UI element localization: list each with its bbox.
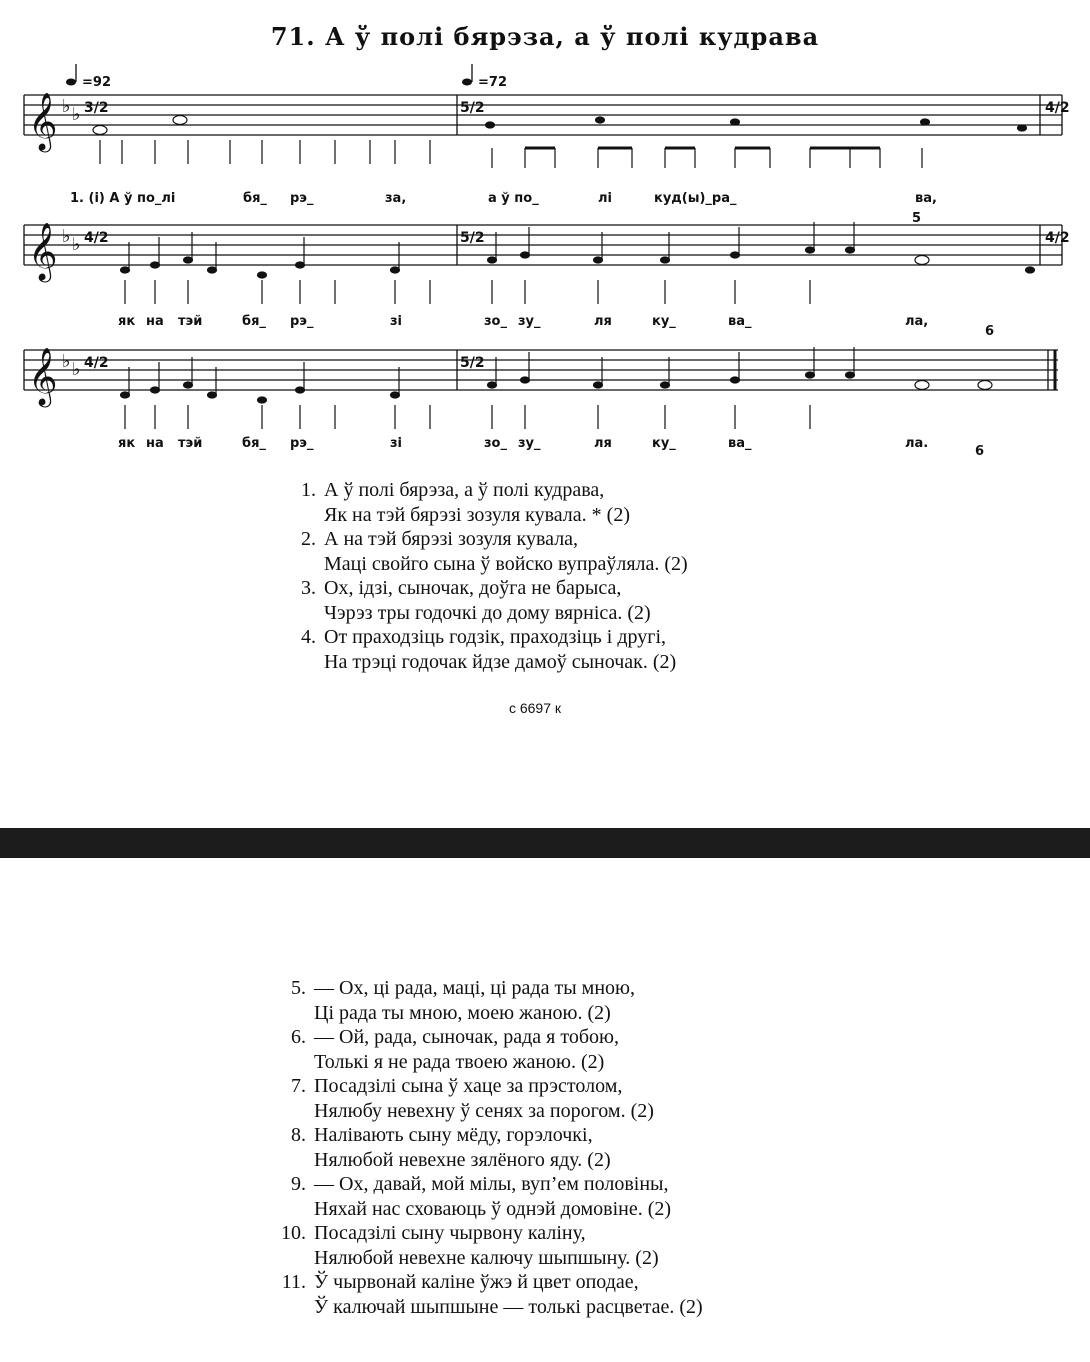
svg-text:4/2: 4/2	[84, 355, 109, 371]
svg-text:рэ_: рэ_	[290, 436, 314, 451]
svg-text:5/2: 5/2	[460, 100, 485, 116]
svg-text:1. (і) А ў по_лі: 1. (і) А ў по_лі	[70, 191, 176, 206]
svg-text:ва_: ва_	[728, 436, 752, 451]
svg-text:за,: за,	[385, 191, 407, 206]
svg-text:♭: ♭	[72, 234, 81, 255]
svg-text:ку_: ку_	[652, 314, 676, 329]
lyrics-system-2	[118, 314, 928, 329]
svg-text:тэй: тэй	[178, 314, 203, 329]
fermata-number: 5	[912, 211, 922, 226]
lyrics-system-3	[118, 436, 928, 451]
treble-clef-icon: 𝄞	[28, 92, 58, 150]
verses-block-1	[290, 478, 688, 674]
svg-text:як: як	[118, 436, 136, 451]
svg-text:ва,: ва,	[915, 191, 937, 206]
svg-text:бя_: бя_	[243, 191, 267, 206]
staff-system-2	[24, 225, 1062, 265]
svg-text:як: як	[118, 314, 136, 329]
tempo-marking-1	[66, 64, 111, 90]
svg-text:а ў по_: а ў по_	[488, 191, 539, 206]
svg-text:на: на	[146, 436, 164, 451]
svg-text:ля: ля	[594, 436, 612, 451]
tempo-marking-2	[462, 64, 507, 90]
svg-text:на: на	[146, 314, 164, 329]
svg-text:=72: =72	[478, 75, 507, 90]
catalog-reference: с 6697 к	[508, 700, 562, 716]
staff-system-3	[24, 350, 1058, 390]
treble-clef-icon: 𝄞	[28, 347, 58, 405]
svg-text:ля: ля	[594, 314, 612, 329]
svg-text:бя_: бя_	[242, 436, 266, 451]
svg-text:5/2: 5/2	[460, 355, 485, 371]
verse: 8. Налівають сыну мёду, горэлочкі, Нялюбой невехне зялёного яду. (2)	[291, 1124, 611, 1171]
verse: 7. Посадзілі сына ў хаце за прэстолом, Нялюбу невехну ў сенях за порогом. (2)	[291, 1075, 654, 1122]
treble-clef-icon: 𝄞	[28, 222, 58, 280]
svg-text:4/2: 4/2	[84, 230, 109, 246]
svg-text:♭: ♭	[62, 351, 71, 372]
fermata-number: 6	[985, 324, 995, 339]
svg-text:4/2: 4/2	[1045, 230, 1070, 246]
svg-text:тэй: тэй	[178, 436, 203, 451]
svg-text:5/2: 5/2	[460, 230, 485, 246]
svg-text:ва_: ва_	[728, 314, 752, 329]
page-separator	[0, 828, 1090, 858]
svg-text:ла,: ла,	[905, 314, 929, 329]
svg-text:рэ_: рэ_	[290, 191, 314, 206]
verse: 3. Ох, ідзі, сыночак, доўга не барыса, Чэрэз тры годочкі до дому вярніса. (2)	[301, 577, 651, 624]
notes-system-1	[93, 116, 1027, 169]
svg-text:4/2: 4/2	[1045, 100, 1070, 116]
verse: 9. — Ох, давай, мой мілы, вуп’ем половіны, Няхай нас сховаюць ў однэй домовіне. (2)	[291, 1173, 672, 1220]
svg-text:зі: зі	[390, 436, 403, 451]
svg-text:зо_: зо_	[484, 314, 507, 329]
svg-text:♭: ♭	[72, 104, 81, 125]
verse: 10. Посадзілі сыну чырвону каліну, Нялюбой невехне калючу шыпшыну. (2)	[281, 1222, 659, 1269]
verse: 6. — Ой, рада, сыночак, рада я тобою, Толькі я не рада твоею жаною. (2)	[291, 1026, 619, 1073]
svg-text:бя_: бя_	[242, 314, 266, 329]
svg-text:лі: лі	[598, 191, 612, 206]
verses-block-2	[280, 976, 703, 1319]
verse: 5. — Ох, ці рада, маці, ці рада ты мною, Ці рада ты мною, моею жаною. (2)	[291, 977, 635, 1024]
svg-text:♭: ♭	[62, 96, 71, 117]
verse: 2. А на тэй бярэзі зозуля кувала, Маці свойго сына ў войско вупраўляла. (2)	[301, 528, 688, 575]
svg-text:зу_: зу_	[518, 314, 541, 329]
fermata-number: 6	[975, 444, 985, 459]
svg-text:рэ_: рэ_	[290, 314, 314, 329]
svg-text:зі: зі	[390, 314, 403, 329]
svg-text:♭: ♭	[72, 359, 81, 380]
svg-text:3/2: 3/2	[84, 100, 109, 116]
svg-text:=92: =92	[82, 75, 111, 90]
continuation-page	[0, 858, 1090, 1362]
svg-text:♭: ♭	[62, 226, 71, 247]
verse: 11. Ў чырвонай каліне ўжэ й цвет оподае, Ў калючай шыпшыне — толькі расцветае. (2)	[281, 1271, 703, 1318]
notes-system-2	[121, 222, 1035, 304]
svg-text:ку_: ку_	[652, 436, 676, 451]
lyrics-system-1	[70, 191, 937, 206]
song-title: 71. А ў полі бярэза, а ў полі кудрава	[270, 22, 820, 51]
notes-system-3	[121, 347, 993, 429]
verse: 1. А ў полі бярэза, а ў полі кудрава, Як на тэй бярэзі зозуля кувала. * (2)	[301, 479, 630, 526]
verse: 4. От праходзіць годзік, праходзіць і другі, На трэці годочак йдзе дамоў сыночак. (2)	[301, 626, 677, 673]
svg-text:зу_: зу_	[518, 436, 541, 451]
svg-text:зо_: зо_	[484, 436, 507, 451]
music-score	[0, 60, 1090, 460]
svg-text:ла.: ла.	[905, 436, 929, 451]
svg-text:куд(ы)_ра_: куд(ы)_ра_	[654, 191, 737, 206]
